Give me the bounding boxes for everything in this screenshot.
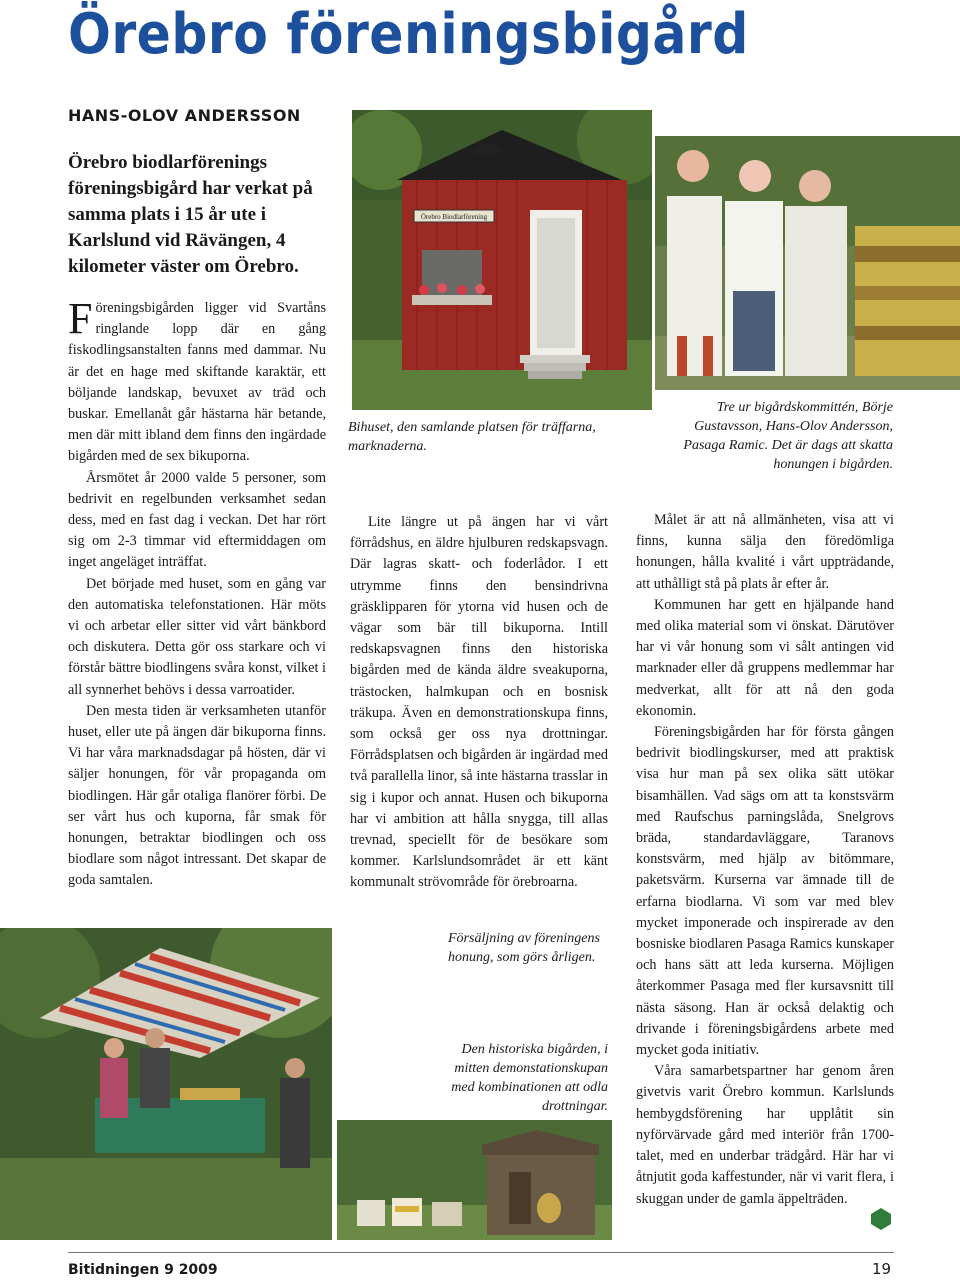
- caption-committee: Tre ur bigårdskommittén, Börje Gustavsson, Hans-Olov Andersson, Pasaga Ramic. Det är dags att skatta honungen i bigården.: [683, 400, 893, 472]
- page-number: 19: [872, 1260, 892, 1278]
- col3-paragraph-3: Föreningsbigården har för första gången bedrivit biodlingskurser, med att praktisk visa hur man på sex olika sätt utökar bisamhällen. Vad sägs om att ta konstsvärm med Raufschus parningslåda, Snelgrovs bräda, standardavläggare, Taranovs konstsvärm, med hjälp av bitömmare, paketsvärm. Kurserna var ämnade till de erfarna biodlarna. Vi som var med blev mycket imponerade och inspirerade av den bosniske biodlaren Pasaga Ramics kunskaper och hans sätt att leda kurserna. Möjligen återkommer Pasaga med fler kursavsnitt till nästa säsong. Han är också delaktig och drivande i föreningsbigårdens arbete med mycket goda initiativ.: [636, 724, 894, 1059]
- col1-paragraph-1: Föreningsbigården ligger vid Svartåns ringlande lopp där en gång fiskodlingsanstalten fanns med dammar. Nu är det en hage med skiftande karaktär, ett böljande landskap, bevuxet av träd och buskar. Emellanåt går hästarna här betande, men där mitt ibland dem finns den ingärdade bigården med de sex bikuporna.: [68, 294, 326, 465]
- caption-bee-house: Bihuset, den samlande platsen för träffarna, marknaderna.: [348, 420, 596, 454]
- column-3: [636, 510, 894, 1210]
- col1-paragraph-3: Det började med huset, som en gång var den automatiska telefonstationen. Här möts vi och arbetar eller sitter vid vårt bänkbord och diskutera. Detta gör oss starkare och vi förstår bättre biodlingens svåra konst, vilket i all synnerhet behövs i dessa varroatider.: [68, 575, 326, 698]
- col1-paragraph-4: Den mesta tiden är verksamheten utanför huset, eller ute på ängen där bikuporna finns. Vi har våra marknadsdagar på hösten, där vi säljer honungen, för vår propaganda om biodlingen. Här går otaliga flanörer förbi. De ser vårt hus och kuporna, får smak för honungen, betraktar biodlingen och oss biodlare som något intressant. Det skapar de goda samtalen.: [68, 702, 326, 889]
- column-2: [350, 512, 608, 894]
- col1-paragraph-2: Årsmötet år 2000 valde 5 personer, som bedrivit en regelbunden verksamhet sedan dess, med en fast dag i veckan. Det har rört sig om 2-3 timmar vid eftermiddagen om inget angeläget inträffat.: [68, 469, 326, 571]
- house-sign: Örebro Biodlarförening: [420, 213, 488, 221]
- photo-historic-apiary: [337, 1120, 612, 1240]
- col2-paragraph-1: Lite längre ut på ängen har vi vårt förrådshus, en äldre hjulburen redskapsvagn. Där lagras skatt- och foderlådor. I ett utrymme finns den bensindrivna gräsklipparen för ytorna vid husen och de vägar som bär till bikuporna. Intill redskapsvagnen finns den historiska bigården med de kända äldre sveakuporna, trästocken, halmkupan och en bosnisk träkupa. Även en demonstrationskupa finns, som också ger oss nya drottningar. Förrådsplatsen och bigården är ingärdad med två parallella linor, så inte hästarna trasslar in sig i kupor och annat. Husen och bikuporna har vi ambition att hålla snygga, till allas trevnad, speciellt för de besökare som kommer. Karlslundsområdet är ett känt kommunalt strövområde för örebroarna.: [350, 514, 608, 891]
- col3-paragraph-2: Kommunen har gett en hjälpande hand med olika material som vi önskat. Därutöver har vi vår honung som vi sålt antingen vid marknader eller då gruppens medlemmar har medverkat, allt för att nå den goda ekonomin.: [636, 596, 894, 719]
- photo-bee-house: [352, 110, 652, 410]
- column-1: [68, 294, 326, 892]
- article-author: HANS-OLOV ANDERSSON: [68, 106, 301, 125]
- end-mark-icon: [870, 1208, 892, 1230]
- drop-cap: F: [68, 294, 93, 343]
- caption-market: Försäljning av föreningens honung, som görs årligen.: [448, 931, 600, 965]
- photo-committee: [655, 136, 960, 390]
- page-title: Örebro föreningsbigård: [68, 2, 749, 67]
- article-lead: Örebro biodlarförenings föreningsbigård har verkat på samma plats i 15 år ute i Karlslund vid Rävängen, 4 kilometer väster om Örebro.: [68, 152, 313, 277]
- col3-paragraph-4: Våra samarbetspartner har genom åren givetvis varit Örebro kommun. Karlslunds hembygdsförening har upplåtit sin nyförvärvade gård med interiör från 1700-talet, med en underbar trädgård. Här har vi åtnjutit goda kaffestunder, när vi varit flera, i skuggan under de gamla äppelträden.: [636, 1063, 894, 1207]
- footer-rule: [68, 1252, 894, 1253]
- caption-historic: Den historiska bigården, i mitten demonstationskupan med kombinationen att odla drottningar.: [451, 1042, 608, 1114]
- footer-magazine: Bitidningen 9 2009: [68, 1262, 218, 1278]
- col3-paragraph-1: Målet är att nå allmänheten, visa att vi finns, kunna sälja den föredömliga honungen, hålla kvalité i vårt uppträdande, att uthålligt stå på plats år efter år.: [636, 512, 894, 592]
- photo-market-stall: [0, 928, 332, 1240]
